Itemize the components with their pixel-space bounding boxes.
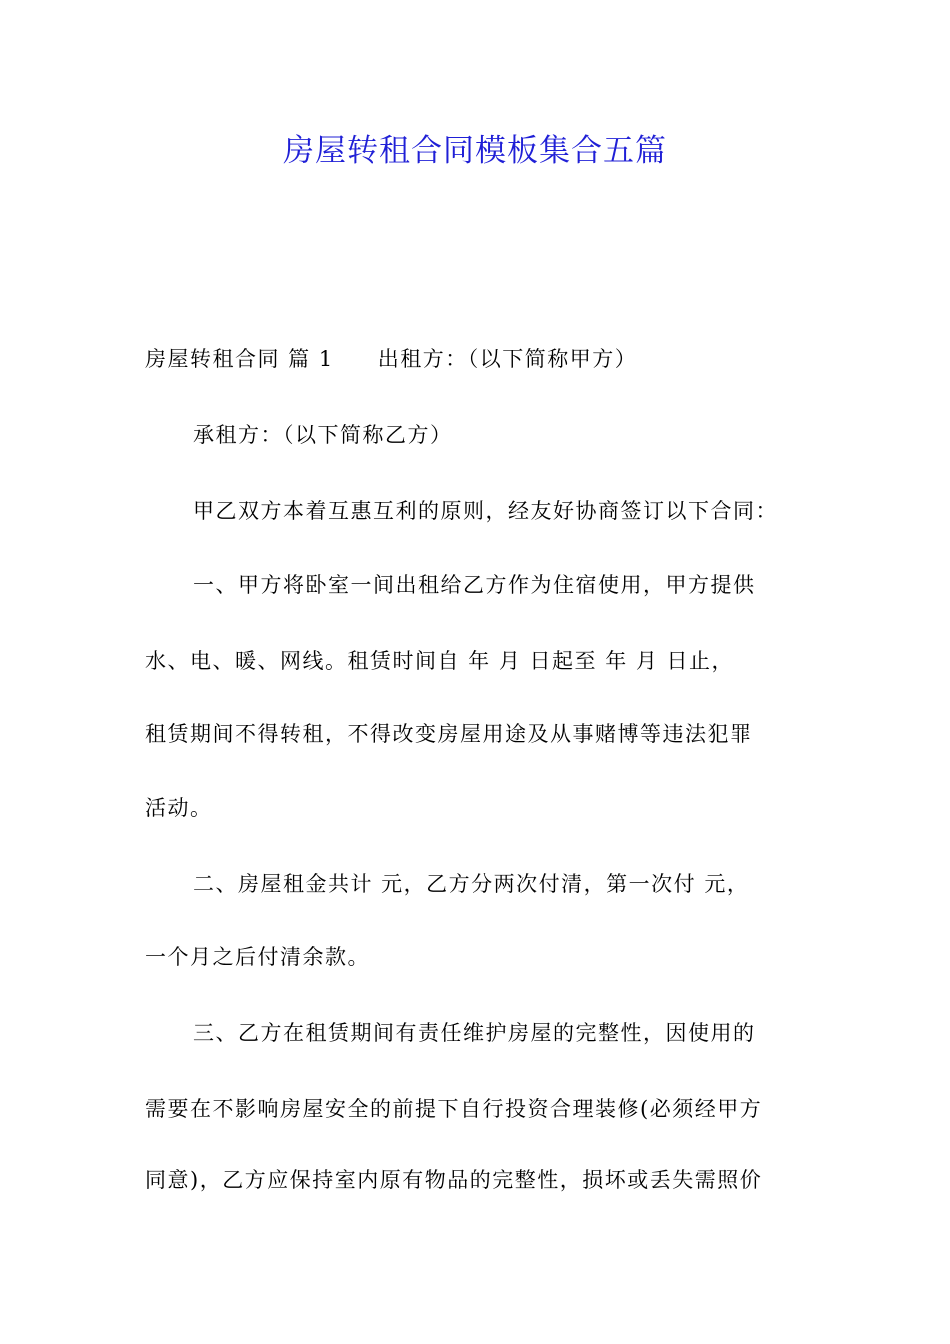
- paragraph-line: 一个月之后付清余款。: [145, 945, 370, 969]
- document-title: 房屋转租合同模板集合五篇: [283, 133, 667, 169]
- paragraph-line: 租赁期间不得转租，不得改变房屋用途及从事赌博等违法犯罪: [145, 722, 753, 746]
- paragraph-line: 甲乙双方本着互惠互利的原则，经友好协商签订以下合同：: [193, 499, 778, 523]
- section-heading-line: [145, 344, 805, 374]
- paragraph-line: 需要在不影响房屋安全的前提下自行投资合理装修(必须经甲方: [145, 1097, 763, 1121]
- paragraph-line: 一、甲方将卧室一间出租给乙方作为住宿使用，甲方提供: [193, 573, 756, 597]
- section-heading: 房屋转租合同 篇 1: [145, 347, 334, 371]
- paragraph-line: 二、房屋租金共计 元，乙方分两次付清，第一次付 元，: [193, 872, 750, 896]
- paragraph-line: 活动。: [145, 796, 213, 820]
- paragraph-line: 水、电、暖、网线。租赁时间自 年 月 日起至 年 月 日止，: [145, 649, 735, 673]
- lessor-label: 出租方：（以下简称甲方）: [377, 347, 638, 371]
- paragraph-line: 三、乙方在租赁期间有责任维护房屋的完整性，因使用的: [193, 1021, 756, 1045]
- paragraph-line: 同意)，乙方应保持室内原有物品的完整性，损坏或丢失需照价: [145, 1168, 763, 1192]
- lessee-line: 承租方：（以下简称乙方）: [193, 423, 453, 447]
